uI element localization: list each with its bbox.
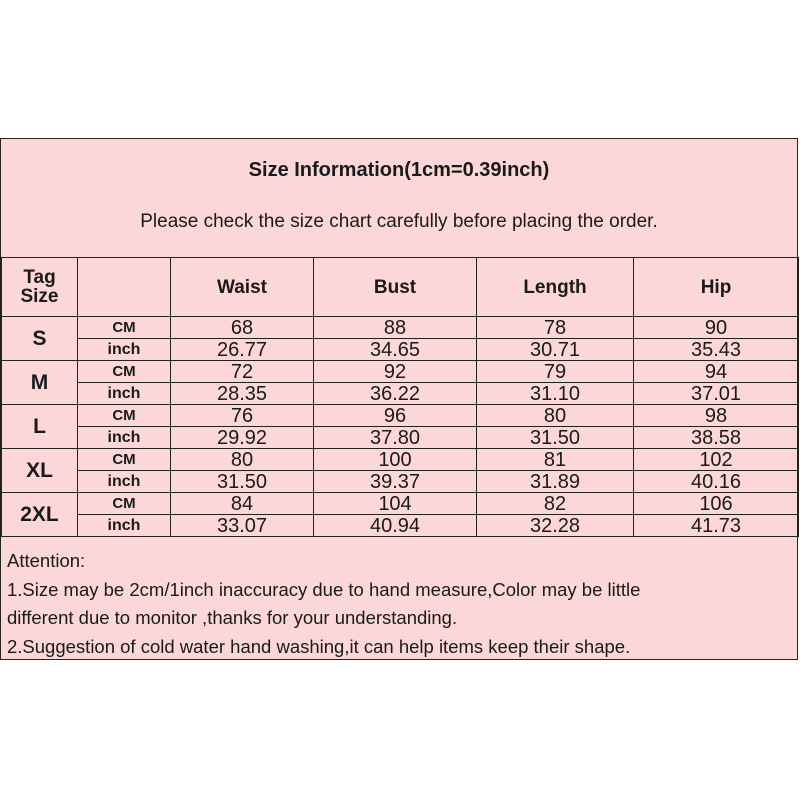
cell-value: 38.58 <box>634 427 799 449</box>
cell-value: 68 <box>171 317 314 339</box>
cell-value: 82 <box>477 493 634 515</box>
cell-value: 35.43 <box>634 339 799 361</box>
cell-value: 37.01 <box>634 383 799 405</box>
cell-value: 40.16 <box>634 471 799 493</box>
unit-inch-label: inch <box>78 339 171 361</box>
cell-value: 78 <box>477 317 634 339</box>
cell-value: 32.28 <box>477 515 634 537</box>
unit-cm-label: CM <box>78 317 171 339</box>
size-info-subtitle: Please check the size chart carefully before placing the order. <box>140 211 658 232</box>
size-table <box>1 257 799 537</box>
cell-value: 94 <box>634 361 799 383</box>
size-cell-m: M <box>2 361 78 405</box>
unit-inch-label: inch <box>78 383 171 405</box>
size-cell-s: S <box>2 317 78 361</box>
cell-value: 31.50 <box>477 427 634 449</box>
size-cell-l: L <box>2 405 78 449</box>
attention-note-2: 2.Suggestion of cold water hand washing,it can help items keep their shape. <box>7 635 631 657</box>
table-row <box>2 427 799 449</box>
attention-note-1: 1.Size may be 2cm/1inch inaccuracy due to hand measure,Color may be little <box>7 578 641 600</box>
unit-inch-label: inch <box>78 515 171 537</box>
cell-value: 88 <box>314 317 477 339</box>
cell-value: 29.92 <box>171 427 314 449</box>
tag-size-header <box>2 258 78 317</box>
attention-note-1-continued: different due to monitor ,thanks for your understanding. <box>7 607 458 628</box>
unit-inch-label: inch <box>78 427 171 449</box>
cell-value: 102 <box>634 449 799 471</box>
cell-value: 96 <box>314 405 477 427</box>
table-row <box>2 339 799 361</box>
size-cell-xl: XL <box>2 449 78 493</box>
cell-value: 31.89 <box>477 471 634 493</box>
table-row <box>2 361 799 383</box>
size-info-title: Size Information(1cm=0.39inch) <box>248 159 550 181</box>
table-row <box>2 317 799 339</box>
column-header-waist: Waist <box>171 258 314 317</box>
cell-value: 31.50 <box>171 471 314 493</box>
cell-value: 100 <box>314 449 477 471</box>
table-row <box>2 383 799 405</box>
cell-value: 72 <box>171 361 314 383</box>
column-header-hip: Hip <box>634 258 799 317</box>
cell-value: 98 <box>634 405 799 427</box>
unit-cm-label: CM <box>78 405 171 427</box>
cell-value: 80 <box>171 449 314 471</box>
cell-value: 76 <box>171 405 314 427</box>
unit-cm-label: CM <box>78 361 171 383</box>
cell-value: 106 <box>634 493 799 515</box>
cell-value: 81 <box>477 449 634 471</box>
table-row <box>2 471 799 493</box>
attention-notes <box>1 541 797 661</box>
table-row <box>2 515 799 537</box>
tag-label: Tag <box>23 267 56 288</box>
size-cell-2xl: 2XL <box>2 493 78 537</box>
table-row <box>2 449 799 471</box>
cell-value: 31.10 <box>477 383 634 405</box>
table-row <box>2 405 799 427</box>
table-row <box>2 493 799 515</box>
size-chart-header <box>1 139 797 257</box>
unit-inch-label: inch <box>78 471 171 493</box>
cell-value: 28.35 <box>171 383 314 405</box>
size-label: Size <box>20 286 59 307</box>
cell-value: 84 <box>171 493 314 515</box>
cell-value: 37.80 <box>314 427 477 449</box>
cell-value: 36.22 <box>314 383 477 405</box>
unit-header <box>78 258 171 317</box>
table-header-row <box>2 258 799 317</box>
column-header-bust: Bust <box>314 258 477 317</box>
unit-cm-label: CM <box>78 449 171 471</box>
attention-heading: Attention: <box>7 550 86 571</box>
cell-value: 30.71 <box>477 339 634 361</box>
cell-value: 79 <box>477 361 634 383</box>
cell-value: 80 <box>477 405 634 427</box>
cell-value: 33.07 <box>171 515 314 537</box>
cell-value: 90 <box>634 317 799 339</box>
cell-value: 34.65 <box>314 339 477 361</box>
cell-value: 26.77 <box>171 339 314 361</box>
cell-value: 40.94 <box>314 515 477 537</box>
cell-value: 39.37 <box>314 471 477 493</box>
unit-cm-label: CM <box>78 493 171 515</box>
size-chart-sheet <box>0 138 798 660</box>
cell-value: 41.73 <box>634 515 799 537</box>
cell-value: 92 <box>314 361 477 383</box>
column-header-length: Length <box>477 258 634 317</box>
cell-value: 104 <box>314 493 477 515</box>
